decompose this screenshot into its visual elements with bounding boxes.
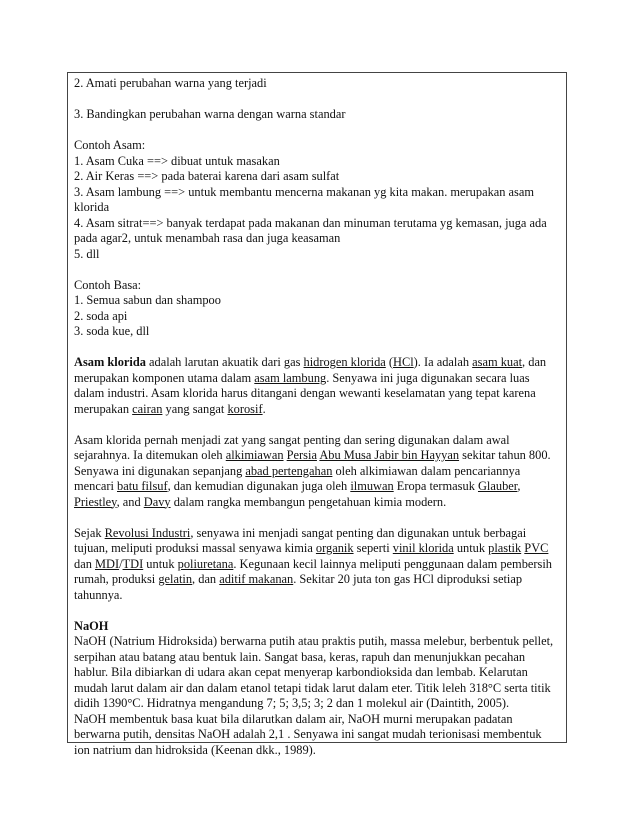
link-revolusi-industri[interactable]: Revolusi Industri [104,525,191,540]
base-examples [74,278,564,340]
naoh-line: serpihan atau batang atau bentuk lain. Sangat basa, keras, rapuh dan menunjukkan pecahan [74,649,526,664]
link-pvc[interactable]: PVC [524,541,549,555]
acid-example-line: 4. Asam sitrat==> banyak terdapat pada makanan dan minuman terutama yg kemasan, juga ada [74,215,547,230]
text: seperti [353,541,393,555]
text: oleh alkimiawan dalam pencariannya [332,463,521,478]
naoh-line: didih 1390°C. Hidratnya mengandung 7; 5; 3,5; 3; 2 dan 1 molekul air (Daintith, 2005). [74,696,510,710]
naoh-heading: NaOH [74,618,109,633]
base-example-line: 1. Semua sabun dan shampoo [74,293,221,307]
text: merupakan [74,401,133,416]
text: mencari [74,479,117,493]
link-alkimiawan[interactable]: alkimiawan [225,448,284,462]
link-davy[interactable]: Davy [143,494,171,509]
text: . Kegunaan kecil lainnya meliputi penggunaan dalam pembersih [233,556,552,571]
link-glauber[interactable]: Glauber [477,479,518,493]
link-poliuretana[interactable]: poliuretana [177,556,234,571]
text: tujuan, meliputi produksi massal senyawa kimia [74,541,316,555]
text: , and [116,494,144,509]
text: , dan [192,572,220,586]
text: Asam klorida pernah menjadi zat yang sangat penting dan sering digunakan dalam awal [74,432,510,447]
link-mdi[interactable]: MDI [95,556,120,571]
document-content [74,76,564,758]
text: . Sekitar 20 juta ton gas HCl diproduksi setiap [293,572,523,586]
link-aditif-makanan[interactable]: aditif makanan [219,572,294,586]
text: ( [385,355,394,369]
text: rumah, produksi [74,572,159,586]
text: sekitar tahun 800. [459,448,551,462]
acid-example-line: klorida [74,200,110,214]
link-plastik[interactable]: plastik [488,541,522,555]
acid-examples-heading: Contoh Asam: [74,138,146,152]
text: tahunnya. [74,587,123,602]
text: untuk [453,541,489,555]
text: sejarahnya. Ia ditemukan oleh [74,448,226,462]
instruction-step-3: 3. Bandingkan perubahan warna dengan warna standar [74,107,346,121]
text: , senyawa ini menjadi sangat penting dan digunakan untuk berbagai [190,525,527,540]
base-example-line: 2. soda api [74,308,128,323]
hcl-paragraph-2 [74,433,564,511]
link-korosif[interactable]: korosif [227,401,263,416]
text: dalam industri. Asam klorida harus ditangani dengan wewanti keselamatan yang tepat karena [74,386,536,400]
link-cairan[interactable]: cairan [132,401,163,416]
naoh-line: hablur. Bila dibiarkan di udara akan cepat menyerap karbondioksida dan lembab. Kelarutan [74,665,528,679]
link-priestley[interactable]: Priestley [74,494,117,509]
naoh-section [74,619,564,759]
text: . Senyawa ini juga digunakan secara luas [326,370,530,385]
acid-example-line: 2. Air Keras ==> pada baterai karena dari asam sulfat [74,169,340,183]
text: adalah larutan akuatik dari gas [145,355,304,369]
instruction-step-2: 2. Amati perubahan warna yang terjadi [74,76,267,90]
naoh-line: berwarna putih, densitas NaOH adalah 2,1 . Senyawa ini sangat mudah terionisasi membentuk [74,727,542,741]
hcl-paragraph-1 [74,355,564,417]
link-gelatin[interactable]: gelatin [158,572,193,586]
text: . [262,401,266,416]
acid-example-line: pada agar2, untuk menambah rasa dan juga keasaman [74,231,341,245]
hcl-paragraph-3 [74,526,564,604]
text: untuk [143,556,178,571]
naoh-line: ion natrium dan hidroksida (Keenan dkk., 1989). [74,742,316,757]
link-hidrogen-klorida[interactable]: hidrogen klorida [303,355,386,369]
link-hcl[interactable]: HCl [393,355,414,369]
link-batu-filsuf[interactable]: batu filsuf [117,479,168,493]
text: , dan [522,355,547,369]
acid-examples [74,138,564,262]
text: yang sangat [162,401,228,416]
hcl-term: Asam klorida [74,355,146,369]
base-example-line: 3. soda kue, dll [74,324,150,338]
naoh-line: NaOH (Natrium Hidroksida) berwarna putih atau praktis putih, massa melebur, berbentuk pellet, [74,634,554,648]
link-vinil-klorida[interactable]: vinil klorida [392,541,454,555]
naoh-line: NaOH membentuk basa kuat bila dilarutkan dalam air, NaOH murni merupakan padatan [74,711,513,726]
naoh-line: mudah larut dalam air dan dalam etanol tetapi tidak larut dalam eter. Titik leleh 318°C serta titik [74,680,551,695]
text: Sejak [74,525,105,540]
text: dalam rangka membangun pengetahuan kimia modern. [170,494,447,509]
link-asam-kuat[interactable]: asam kuat [472,355,523,369]
link-ilmuwan[interactable]: ilmuwan [350,479,394,493]
link-abad-pertengahan[interactable]: abad pertengahan [245,463,333,478]
text: ). Ia adalah [413,355,473,369]
link-persia[interactable]: Persia [286,448,317,462]
text: dan [74,556,95,571]
text: , [517,479,521,493]
link-abu-musa-jabir-bin-hayyan[interactable]: Abu Musa Jabir bin Hayyan [319,448,460,462]
link-organik[interactable]: organik [315,541,354,555]
text: merupakan komponen utama dalam [74,370,255,385]
text: Senyawa ini digunakan sepanjang [74,463,246,478]
text: , dan kemudian digunakan juga oleh [167,479,351,493]
link-asam-lambung[interactable]: asam lambung [254,370,327,385]
base-examples-heading: Contoh Basa: [74,277,142,292]
acid-example-line: 1. Asam Cuka ==> dibuat untuk masakan [74,153,280,168]
acid-example-line: 5. dll [74,246,100,261]
text: / [119,556,123,571]
link-tdi[interactable]: TDI [122,556,144,571]
acid-example-line: 3. Asam lambung ==> untuk membantu mencerna makanan yg kita makan. merupakan asam [74,184,535,199]
text: Eropa termasuk [393,479,478,493]
